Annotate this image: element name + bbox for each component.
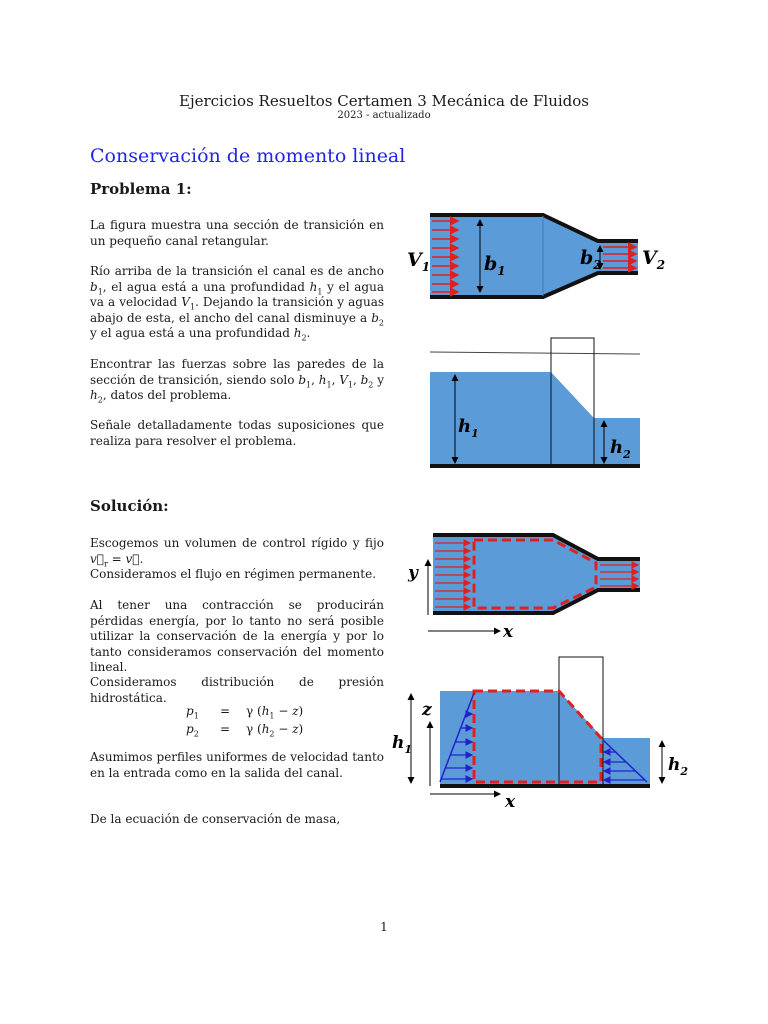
section-title: Conservación de momento lineal xyxy=(90,145,406,167)
problem-paragraph-4: Señale detalladamente todas suposiciones que realiza para resolver el problema. xyxy=(90,418,384,448)
equation-p2: $p_2$ = γ $(h_2 - z)$ xyxy=(186,722,304,739)
label-b2: $b_2$ xyxy=(580,247,602,272)
label-h2: $h_2$ xyxy=(610,437,631,461)
problem-paragraph-2: Río arriba de la transición el canal es de ancho $b_1$, el agua está a una profundidad $h_1$ y el agua va a velocidad $V_1$. Dejando la transición y aguas abajo de esta, el ancho del canal disminuye a $b_2$ y el agua está a una profundidad $h_2$. xyxy=(90,264,384,343)
label-x-plan: x xyxy=(503,622,514,642)
page-number: 1 xyxy=(380,920,388,934)
label-b1: $b_1$ xyxy=(484,253,506,278)
label-v1: $V_1$ xyxy=(407,249,431,274)
solution-paragraph-6: De la ecuación de conservación de masa, xyxy=(90,812,341,826)
solution-paragraph-2: Consideramos el flujo en régimen permanente. xyxy=(90,567,377,581)
solution-paragraph-3: Al tener una contracción se producirán pérdidas energía, por lo tanto no será posible utilizar la conservación de la energía y por lo tanto consideramos conservación del momento lineal. xyxy=(90,598,384,674)
solution-paragraph-4: Consideramos distribución de presión hidrostática. xyxy=(90,675,384,705)
solution-paragraph-5: Asumimos perfiles uniformes de velocidad tanto en la entrada como en la salida del canal. xyxy=(90,750,384,780)
solution-title: Solución: xyxy=(90,497,169,515)
label-y: y xyxy=(408,563,418,583)
label-z: z xyxy=(422,700,432,720)
equation-p1: $p_1$ = γ $(h_1 - z)$ xyxy=(186,704,304,721)
problem-paragraph-3: Encontrar las fuerzas sobre las paredes de la sección de transición, siendo solo $b_1$, $h_1$, $V_1$, $b_2$ y $h_2$, datos del problema. xyxy=(90,357,384,405)
problem-paragraph-1: La figura muestra una sección de transición en un pequeño canal retangular. xyxy=(90,218,384,248)
solution-paragraph-1: Escogemos un volumen de control rígido y fijo $v⃗_r$ = v⃗. xyxy=(90,536,384,568)
label-h1: $h_1$ xyxy=(458,416,479,440)
label-x-side: x xyxy=(505,792,516,812)
problem-title: Problema 1: xyxy=(90,180,192,198)
label-v2: $V_2$ xyxy=(642,247,666,272)
document-subtitle: 2023 - actualizado xyxy=(337,110,431,121)
document-title: Ejercicios Resueltos Certamen 3 Mecánica de Fluidos xyxy=(179,92,589,110)
label-h1-cv: $h_1$ xyxy=(392,733,413,756)
label-h2-cv: $h_2$ xyxy=(668,755,689,778)
